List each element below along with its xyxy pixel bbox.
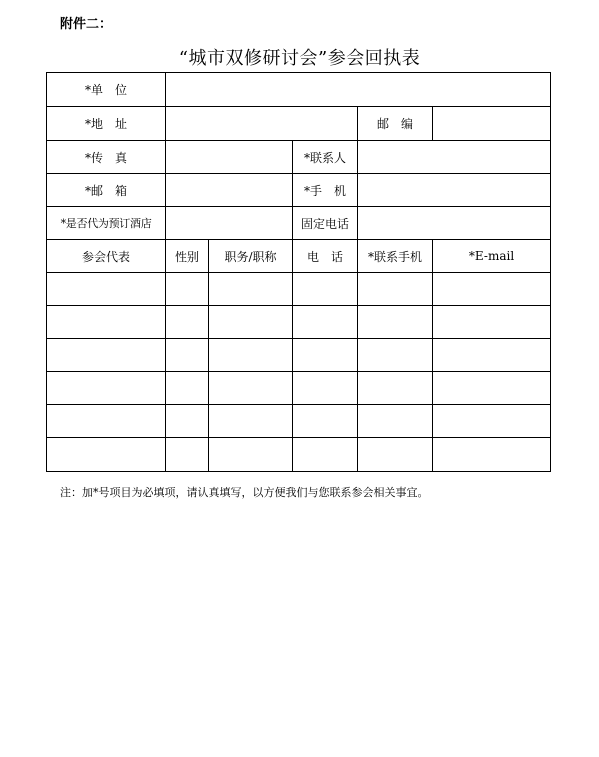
- attendee-title-cell[interactable]: [209, 273, 293, 306]
- attendee-title-cell[interactable]: [209, 372, 293, 405]
- row-unit: [47, 73, 551, 107]
- attendee-name-cell[interactable]: [47, 372, 166, 405]
- attendee-email-cell[interactable]: [433, 306, 551, 339]
- header-phone: 电 话: [293, 240, 358, 273]
- attendee-mobile-cell[interactable]: [358, 438, 433, 472]
- row-address: [47, 107, 551, 141]
- attendee-title-cell[interactable]: [209, 438, 293, 472]
- title-quote-open: “: [178, 48, 189, 69]
- title-rest: 参会回执表: [327, 48, 421, 69]
- attendee-title-cell[interactable]: [209, 339, 293, 372]
- header-attendee: 参会代表: [47, 240, 166, 273]
- attendee-gender-cell[interactable]: [166, 306, 209, 339]
- attendee-phone-cell[interactable]: [293, 306, 358, 339]
- attendee-row: [47, 339, 551, 372]
- attendee-gender-cell[interactable]: [166, 273, 209, 306]
- row-email: [47, 174, 551, 207]
- attendee-title-cell[interactable]: [209, 405, 293, 438]
- attendee-phone-cell[interactable]: [293, 339, 358, 372]
- attendee-gender-cell[interactable]: [166, 372, 209, 405]
- attendee-mobile-cell[interactable]: [358, 339, 433, 372]
- attendee-email-cell[interactable]: [433, 438, 551, 472]
- postcode-label: 邮 编: [358, 107, 433, 141]
- mobile-label: *手 机: [293, 174, 358, 207]
- attendee-name-cell[interactable]: [47, 405, 166, 438]
- mobile-input[interactable]: [358, 174, 551, 207]
- contact-person-input[interactable]: [358, 141, 551, 174]
- contact-person-label: *联系人: [293, 141, 358, 174]
- attendee-phone-cell[interactable]: [293, 273, 358, 306]
- attendee-phone-cell[interactable]: [293, 438, 358, 472]
- landline-label: 固定电话: [293, 207, 358, 240]
- title-quote-close: ”: [318, 48, 328, 69]
- fax-label: *传 真: [47, 141, 166, 174]
- header-title: 职务/职称: [209, 240, 293, 273]
- attendee-gender-cell[interactable]: [166, 438, 209, 472]
- attendee-row: [47, 438, 551, 472]
- attendee-gender-cell[interactable]: [166, 339, 209, 372]
- attendee-email-cell[interactable]: [433, 405, 551, 438]
- attendee-mobile-cell[interactable]: [358, 405, 433, 438]
- attendee-email-cell[interactable]: [433, 273, 551, 306]
- attendee-name-cell[interactable]: [47, 273, 166, 306]
- attendee-title-cell[interactable]: [209, 306, 293, 339]
- attendee-gender-cell[interactable]: [166, 405, 209, 438]
- header-email: *E-mail: [433, 240, 551, 273]
- hotel-label: *是否代为预订酒店: [47, 207, 166, 240]
- unit-label: *单 位: [47, 73, 166, 107]
- attendee-row: [47, 306, 551, 339]
- row-fax: [47, 141, 551, 174]
- email-box-label: *邮 箱: [47, 174, 166, 207]
- attendee-email-cell[interactable]: [433, 339, 551, 372]
- address-label: *地 址: [47, 107, 166, 141]
- attendee-row: [47, 372, 551, 405]
- attendee-name-cell[interactable]: [47, 339, 166, 372]
- title-quoted: 城市双修研讨会: [188, 48, 318, 69]
- footnote: 注：加*号项目为必填项，请认真填写，以方便我们与您联系参会相关事宜。: [60, 486, 429, 499]
- email-box-input[interactable]: [166, 174, 293, 207]
- attendee-header-row: [47, 240, 551, 273]
- unit-input[interactable]: [166, 73, 551, 107]
- attendee-name-cell[interactable]: [47, 306, 166, 339]
- address-input[interactable]: [166, 107, 358, 141]
- landline-input[interactable]: [358, 207, 551, 240]
- attendee-mobile-cell[interactable]: [358, 273, 433, 306]
- attendee-email-cell[interactable]: [433, 372, 551, 405]
- header-mobile: *联系手机: [358, 240, 433, 273]
- hotel-input[interactable]: [166, 207, 293, 240]
- header-gender: 性别: [166, 240, 209, 273]
- postcode-input[interactable]: [433, 107, 551, 141]
- attendee-phone-cell[interactable]: [293, 405, 358, 438]
- attendee-row: [47, 273, 551, 306]
- form-title: [0, 44, 599, 70]
- attendee-mobile-cell[interactable]: [358, 306, 433, 339]
- row-hotel: [47, 207, 551, 240]
- attendee-row: [47, 405, 551, 438]
- attendee-mobile-cell[interactable]: [358, 372, 433, 405]
- attachment-label: 附件二：: [60, 17, 113, 32]
- registration-table: [46, 72, 551, 472]
- fax-input[interactable]: [166, 141, 293, 174]
- attendee-name-cell[interactable]: [47, 438, 166, 472]
- attendee-phone-cell[interactable]: [293, 372, 358, 405]
